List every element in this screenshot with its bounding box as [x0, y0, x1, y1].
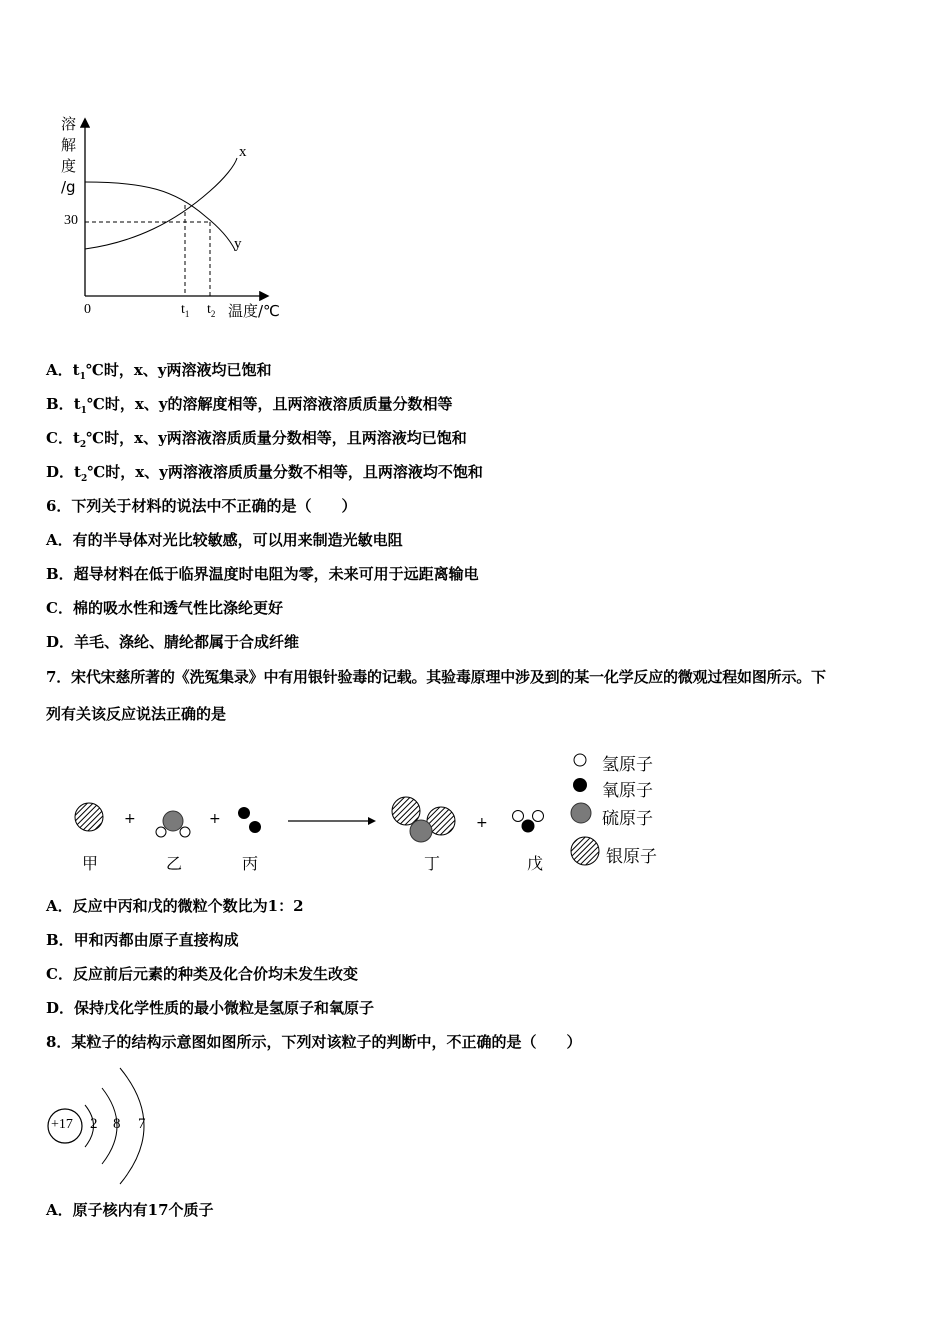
q7-option-d: D．保持戊化学性质的最小微粒是氢原子和氧原子: [46, 999, 375, 1017]
curve-y-label: y: [234, 236, 242, 252]
nucleus-charge: +17: [51, 1117, 73, 1132]
reaction-diagram: [60, 745, 680, 880]
option-t: t: [73, 395, 81, 413]
q7-option-a: A．反应中丙和戊的微粒个数比为1：2: [46, 897, 304, 915]
reaction-arrowhead: [368, 817, 376, 825]
plus-sign: +: [124, 811, 136, 827]
hydrogen-atom: [156, 827, 166, 837]
q6-option-b: B．超导材料在低于临界温度时电阻为零，未来可用于远距离输电: [46, 565, 479, 583]
shell-electrons: 8: [113, 1116, 121, 1132]
y-axis-label: [61, 114, 76, 198]
option-t-sub: 2: [80, 474, 88, 484]
label-wu: 戊: [527, 854, 544, 873]
hydrogen-atom: [513, 811, 524, 822]
x-axis-label: 温度/℃: [228, 302, 280, 320]
legend-hydrogen-symbol: [574, 754, 586, 766]
tick-30: 30: [64, 213, 78, 228]
hydrogen-atom: [180, 827, 190, 837]
reaction-diagram-art: [60, 745, 680, 880]
y-label-char: 溶: [61, 115, 77, 133]
label-jia: 甲: [82, 854, 99, 873]
curve-x-label: x: [239, 144, 247, 160]
q7-option-b: B．甲和丙都由原子直接构成: [46, 931, 239, 949]
sulfur-atom: [410, 820, 432, 842]
q5-option-d: [46, 462, 483, 489]
t2-label: [207, 302, 215, 319]
option-letter: D．: [46, 463, 75, 481]
t1-label-main: t: [181, 302, 185, 317]
option-letter: C．: [46, 429, 73, 447]
y-label-char: 解: [61, 136, 77, 154]
plus-sign: +: [476, 815, 488, 831]
q7-stem-line2: 列有关该反应说法正确的是: [46, 705, 227, 723]
legend-hydrogen: 氢原子: [602, 755, 653, 775]
solubility-graph: [55, 110, 295, 325]
q8-option-a: A．原子核内有17个质子: [46, 1201, 214, 1219]
option-t-sub: 2: [79, 440, 87, 450]
option-t: t: [72, 429, 80, 447]
shell-electrons: 2: [90, 1116, 98, 1132]
option-letter: B．: [46, 395, 74, 413]
legend-sulfur-symbol: [571, 803, 591, 823]
label-ding: 丁: [424, 854, 441, 873]
legend-oxygen-symbol: [573, 778, 587, 792]
option-letter: A．: [46, 361, 73, 379]
option-text: ℃时，x、y两溶液溶质质量分数不相等，且两溶液均不饱和: [87, 463, 483, 481]
option-text: ℃时，x、y两溶液溶质质量分数相等，且两溶液均已饱和: [86, 429, 467, 447]
option-t: t: [74, 463, 81, 481]
shell-electrons: 7: [138, 1116, 146, 1132]
legend-silver-symbol: [571, 837, 599, 865]
silver-atom: [75, 803, 103, 831]
option-t: t: [72, 361, 80, 379]
atom-structure-diagram: [40, 1060, 160, 1190]
option-text: ℃时，x、y两溶液均已饱和: [85, 361, 272, 379]
legend-sulfur: 硫原子: [602, 809, 653, 829]
q6-option-c: C．棉的吸水性和透气性比涤纶更好: [46, 599, 283, 617]
q6-option-a: A．有的半导体对光比较敏感，可以用来制造光敏电阻: [46, 531, 403, 549]
q6-option-d: D．羊毛、涤纶、腈纶都属于合成纤维: [46, 633, 300, 651]
q5-option-a: [46, 360, 271, 387]
q5-option-b: [46, 394, 453, 421]
oxygen-atom: [249, 821, 261, 833]
y-label-unit: /g: [61, 178, 76, 196]
sulfur-atom: [163, 811, 183, 831]
y-label-char: 度: [61, 157, 77, 175]
t1-label: [181, 302, 189, 319]
legend-oxygen: 氧原子: [602, 781, 653, 801]
q8-stem: 8．某粒子的结构示意图如图所示，下列对该粒子的判断中，不正确的是（ ）: [46, 1033, 582, 1051]
label-yi: 乙: [166, 854, 183, 873]
plus-sign: +: [209, 811, 221, 827]
legend-silver: 银原子: [606, 847, 657, 867]
option-t-sub: 1: [79, 372, 86, 382]
hydrogen-atom: [533, 811, 544, 822]
origin-label: 0: [84, 302, 91, 317]
t1-label-sub: 1: [184, 308, 190, 319]
oxygen-atom: [238, 807, 250, 819]
option-t-sub: 1: [80, 406, 87, 416]
oxygen-atom: [522, 820, 535, 833]
curve-y: [85, 182, 235, 250]
t2-label-sub: 2: [210, 308, 216, 319]
label-bing: 丙: [242, 854, 259, 873]
solubility-graph-lines: [55, 110, 295, 325]
t2-label-main: t: [207, 302, 211, 317]
curve-x: [85, 158, 237, 249]
option-text: ℃时，x、y的溶解度相等，且两溶液溶质质量分数相等: [86, 395, 453, 413]
q7-stem-line1: 7．宋代宋慈所著的《洗冤集录》中有用银针验毒的记载。其验毒原理中涉及到的某一化学反应的微观过程如图所示。下: [46, 668, 826, 686]
q7-option-c: C．反应前后元素的种类及化合价均未发生改变: [46, 965, 358, 983]
q6-stem: 6．下列关于材料的说法中不正确的是（ ）: [46, 497, 357, 515]
q5-option-c: [46, 428, 467, 455]
